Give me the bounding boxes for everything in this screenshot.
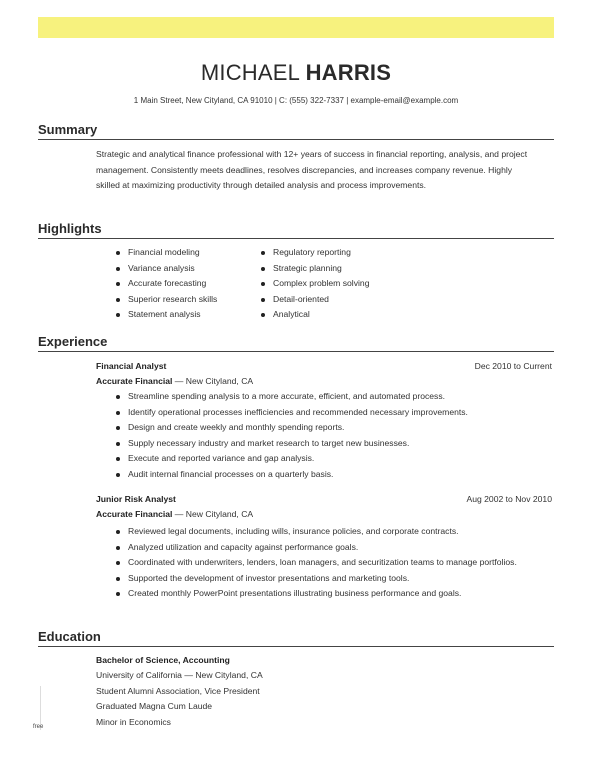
education-heading: Education xyxy=(38,629,101,644)
summary-divider xyxy=(38,139,554,140)
list-item: Superior research skills xyxy=(116,292,217,308)
list-item: Design and create weekly and monthly spending reports. xyxy=(116,420,546,436)
list-item: Financial modeling xyxy=(116,245,217,261)
list-item: Created monthly PowerPoint presentations illustrating business performance and goals. xyxy=(116,586,546,602)
job-company xyxy=(96,376,253,386)
list-item: Strategic planning xyxy=(261,261,369,277)
highlights-heading: Highlights xyxy=(38,221,102,236)
job-bullets xyxy=(116,389,546,482)
job-dates: Aug 2002 to Nov 2010 xyxy=(466,494,552,504)
education-degree: Bachelor of Science, Accounting xyxy=(96,655,230,665)
summary-text: Strategic and analytical finance professional with 12+ years of success in financial reporting, analysis, and project management. Consistently meets deadlines, resolves discrepancies, and increases company revenue. Highly skilled at maximizing productivity through detailed analysis and process improvements. xyxy=(96,149,528,190)
company-name: Accurate Financial xyxy=(96,376,173,386)
company-location: — New Cityland, CA xyxy=(172,509,254,519)
list-item: Execute and reported variance and gap analysis. xyxy=(116,451,546,467)
highlights-divider xyxy=(38,238,554,239)
job-title: Junior Risk Analyst xyxy=(96,494,176,504)
education-detail: Student Alumni Association, Vice President xyxy=(96,686,260,696)
list-item: Regulatory reporting xyxy=(261,245,369,261)
list-item: Reviewed legal documents, including wills, insurance policies, and corporate contracts. xyxy=(116,524,546,540)
candidate-name xyxy=(0,60,592,86)
education-divider xyxy=(38,646,554,647)
job-title: Financial Analyst xyxy=(96,361,167,371)
list-item: Statement analysis xyxy=(116,307,217,323)
list-item: Analyzed utilization and capacity against performance goals. xyxy=(116,540,546,556)
list-item: Supply necessary industry and market research to target new businesses. xyxy=(116,436,546,452)
contact-info: 1 Main Street, New Cityland, CA 91010 | C: (555) 322-7337 | example-email@example.com xyxy=(133,96,459,105)
highlight-banner xyxy=(38,17,554,38)
list-item: Identify operational processes inefficiencies and recommended necessary improvements. xyxy=(116,405,546,421)
education-detail: Graduated Magna Cum Laude xyxy=(96,701,213,711)
education-school: University of California — New Cityland, CA xyxy=(96,670,263,680)
highlights-column-2 xyxy=(261,245,369,323)
list-item: Supported the development of investor presentations and marketing tools. xyxy=(116,571,546,587)
last-name: HARRIS xyxy=(305,60,392,85)
company-name: Accurate Financial xyxy=(96,509,173,519)
job-company xyxy=(96,509,253,519)
summary-heading: Summary xyxy=(38,122,98,137)
first-name: MICHAEL xyxy=(200,60,300,85)
list-item: Coordinated with underwriters, lenders, loan managers, and securitization teams to manage portfolios. xyxy=(116,555,546,571)
education-detail: Minor in Economics xyxy=(96,717,171,727)
highlights-column-1 xyxy=(116,245,217,323)
experience-heading: Experience xyxy=(38,334,108,349)
list-item: Variance analysis xyxy=(116,261,217,277)
company-location: — New Cityland, CA xyxy=(172,376,254,386)
footer-mark: free xyxy=(33,724,44,730)
job-dates: Dec 2010 to Current xyxy=(474,361,552,371)
list-item: Audit internal financial processes on a quarterly basis. xyxy=(116,467,546,483)
experience-divider xyxy=(38,351,554,352)
list-item: Accurate forecasting xyxy=(116,276,217,292)
job-bullets xyxy=(116,524,546,602)
list-item: Complex problem solving xyxy=(261,276,369,292)
list-item: Analytical xyxy=(261,307,369,323)
list-item: Detail-oriented xyxy=(261,292,369,308)
list-item: Streamline spending analysis to a more accurate, efficient, and automated process. xyxy=(116,389,546,405)
